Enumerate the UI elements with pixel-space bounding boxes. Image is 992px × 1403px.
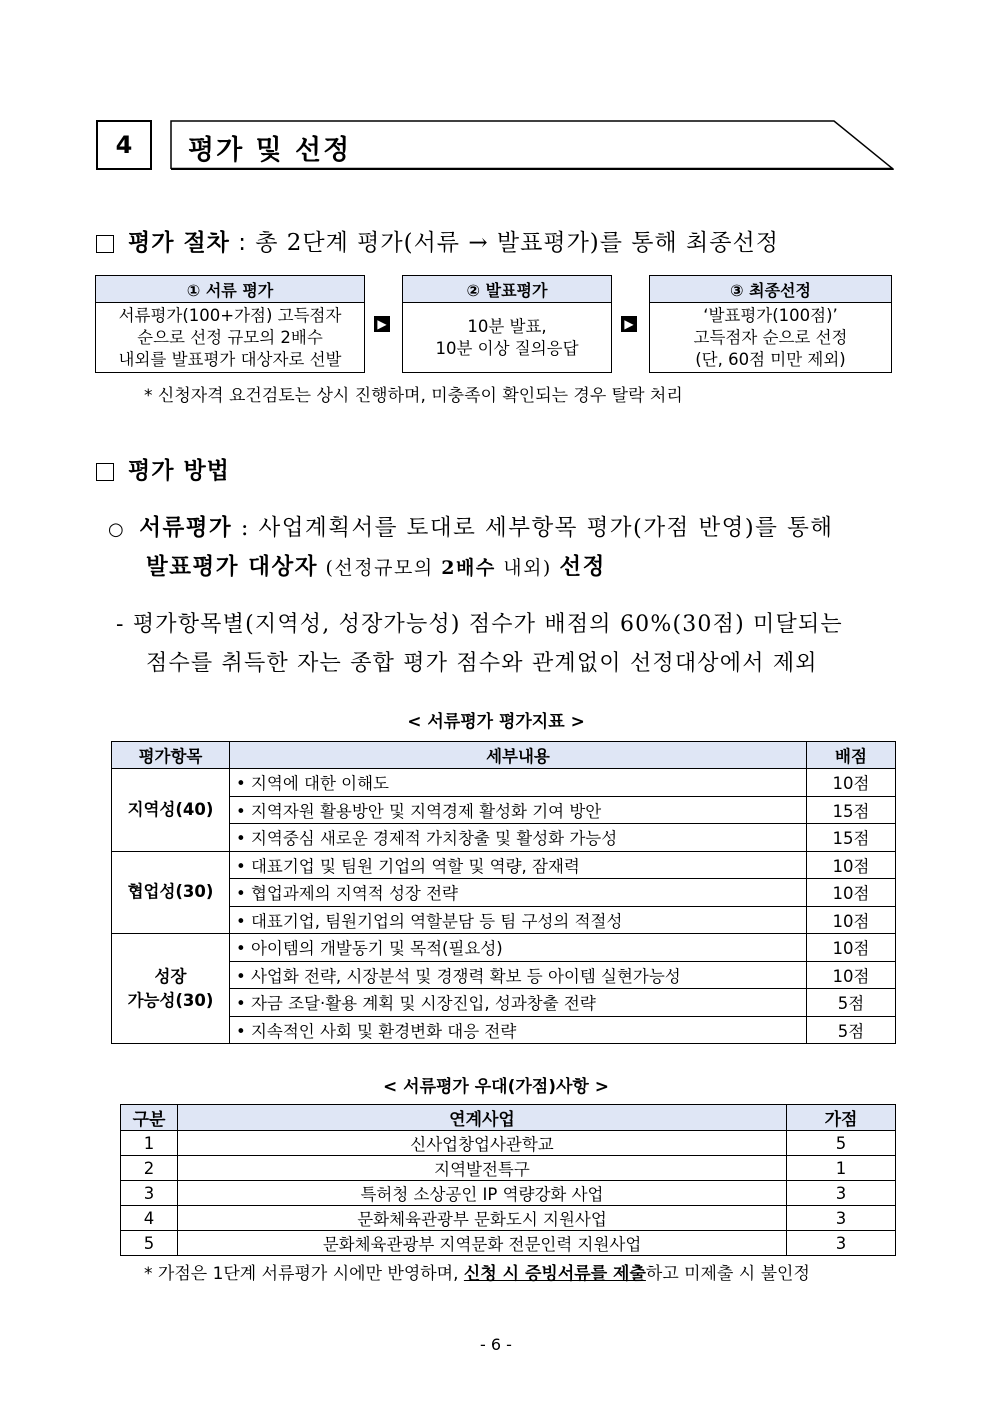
footnote-before: * 가점은 1단계 서류평가 시에만 반영하며,: [144, 1264, 464, 1284]
table-row-score: 10점: [807, 934, 896, 962]
table1-header-score: 배점: [807, 742, 896, 769]
bullet-line2-end: 선정: [559, 554, 606, 580]
table-row-score: 10점: [807, 961, 896, 989]
method-dash-line2: 점수를 취득한 자는 종합 평가 점수와 관계없이 선정대상에서 제외: [146, 651, 818, 676]
row-no: 4: [121, 1206, 178, 1231]
procedure-sep: :: [229, 230, 256, 256]
procedure-label: 평가 절차: [128, 230, 230, 256]
row-pts: 3: [787, 1231, 896, 1256]
method-label: 평가 방법: [128, 458, 230, 484]
circle-bullet-icon: ○: [108, 519, 126, 540]
section-title: 평가 및 선정: [188, 135, 352, 166]
page-number: - 6 -: [480, 1335, 512, 1354]
method-dash-line1: - 평가항목별(지역성, 성장가능성) 점수가 배점의 60%(30점) 미달되는: [116, 612, 843, 637]
process-step-body: 서류평가(100+가점) 고득점자 순으로 선정 규모의 2배수 내외를 발표평가 대상자로 선발: [118, 305, 342, 369]
bonus-table: [120, 1104, 896, 1256]
table-row-score: 5점: [807, 989, 896, 1017]
bullet-text: : 사업계획서를 토대로 세부항목 평가(가점 반영)를 통해: [232, 515, 834, 541]
table1-caption: < 서류평가 평가지표 >: [407, 712, 585, 732]
method-bullet-line2: [146, 549, 606, 581]
procedure-heading: [96, 224, 779, 257]
row-pts: 3: [787, 1206, 896, 1231]
procedure-text: 총 2단계 평가(서류 → 발표평가)를 통해 최종선정: [255, 230, 779, 256]
bullet-line2-small-bold: 2배수: [441, 557, 496, 579]
arrow-right-icon: ▶: [621, 316, 637, 332]
table-row-item: • 지역중심 새로운 경제적 가치창출 및 활성화 가능성: [230, 824, 807, 852]
method-heading: [96, 452, 230, 485]
process-step-3: [649, 275, 892, 373]
row-name: 특허청 소상공인 IP 역량강화 사업: [178, 1181, 787, 1206]
process-step-1: [95, 275, 365, 373]
table2-header-pts: 가점: [787, 1105, 896, 1131]
row-name: 신사업창업사관학교: [178, 1131, 787, 1156]
row-pts: 5: [787, 1131, 896, 1156]
row-name: 문화체육관광부 지역문화 전문인력 지원사업: [178, 1231, 787, 1256]
table1-header-detail: 세부내용: [230, 742, 807, 769]
table-row: [121, 1156, 896, 1181]
section-number: 4: [96, 120, 152, 170]
table-row-item: • 사업화 전략, 시장분석 및 경쟁력 확보 등 아이템 실현가능성: [230, 961, 807, 989]
table2-header-name: 연계사업: [178, 1105, 787, 1131]
row-name: 지역발전특구: [178, 1156, 787, 1181]
table-row-score: 10점: [807, 851, 896, 879]
category-cell: 협업성(30): [112, 851, 230, 934]
footnote: [144, 1259, 810, 1284]
table-row-item: • 지역에 대한 이해도: [230, 769, 807, 797]
checkbox-square-icon: [96, 463, 114, 481]
category-cell: 성장 가능성(30): [112, 934, 230, 1044]
table2-header-no: 구분: [121, 1105, 178, 1131]
footnote-after: 하고 미제출 시 불인정: [645, 1264, 810, 1284]
table-row-item: • 아이템의 개발동기 및 목적(필요성): [230, 934, 807, 962]
process-step-body: ‘발표평가(100점)’ 고득점자 순으로 선정 (단, 60점 미만 제외): [693, 305, 848, 369]
process-step-title: ① 서류 평가: [96, 276, 364, 303]
bullet-label: 서류평가: [139, 515, 233, 541]
table-row: [121, 1131, 896, 1156]
table-row-item: • 지역자원 활용방안 및 지역경제 활성화 기여 방안: [230, 796, 807, 824]
process-step-2: [402, 275, 612, 373]
table-row: [121, 1206, 896, 1231]
evaluation-table: [111, 741, 896, 1044]
footnote-emph: 신청 시 증빙서류를 제출: [463, 1264, 646, 1284]
process-step-body: 10분 발표, 10분 이상 질의응답: [435, 316, 579, 358]
checkbox-square-icon: [96, 235, 114, 253]
row-no: 2: [121, 1156, 178, 1181]
table-row-score: 15점: [807, 824, 896, 852]
table-row-score: 15점: [807, 796, 896, 824]
table-row-score: 5점: [807, 1016, 896, 1044]
table-row-item: • 지속적인 사회 및 환경변화 대응 전략: [230, 1016, 807, 1044]
table-row-item: • 협업과제의 지역적 성장 전략: [230, 879, 807, 907]
section-title-box: [170, 120, 894, 170]
table1-header-category: 평가항목: [112, 742, 230, 769]
category-cell: 지역성(40): [112, 769, 230, 852]
table-row-score: 10점: [807, 879, 896, 907]
table2-caption: < 서류평가 우대(가점)사항 >: [382, 1077, 609, 1097]
row-no: 3: [121, 1181, 178, 1206]
method-bullet-line1: [108, 510, 834, 542]
bullet-line2-bold: 발표평가 대상자: [146, 554, 318, 580]
row-no: 1: [121, 1131, 178, 1156]
process-step-title: ② 발표평가: [403, 276, 611, 303]
table-row: [121, 1231, 896, 1256]
bullet-line2-small: (선정규모의: [317, 557, 442, 579]
table-row-score: 10점: [807, 769, 896, 797]
row-no: 5: [121, 1231, 178, 1256]
row-pts: 3: [787, 1181, 896, 1206]
arrow-right-icon: ▶: [374, 316, 390, 332]
bullet-line2-small-end: 내외): [495, 557, 560, 579]
table-row-item: • 대표기업, 팀원기업의 역할분담 등 팀 구성의 적절성: [230, 906, 807, 934]
table-row-item: • 대표기업 및 팀원 기업의 역할 및 역량, 잠재력: [230, 851, 807, 879]
row-name: 문화체육관광부 문화도시 지원사업: [178, 1206, 787, 1231]
procedure-note: * 신청자격 요건검토는 상시 진행하며, 미충족이 확인되는 경우 탈락 처리: [144, 386, 683, 406]
table-row: [121, 1181, 896, 1206]
table-row-score: 10점: [807, 906, 896, 934]
table-row-item: • 자금 조달·활용 계획 및 시장진입, 성과창출 전략: [230, 989, 807, 1017]
process-step-title: ③ 최종선정: [650, 276, 891, 303]
row-pts: 1: [787, 1156, 896, 1181]
